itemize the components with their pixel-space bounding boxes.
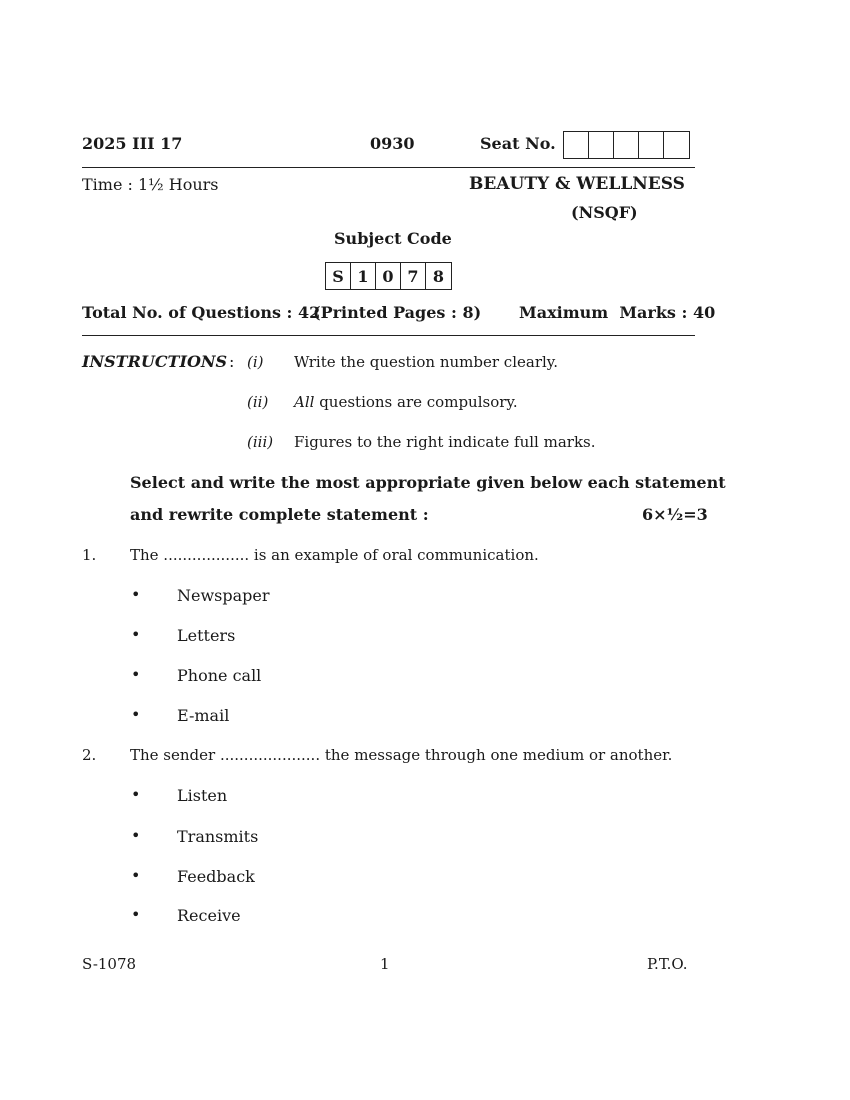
option-item: Transmits (177, 827, 259, 846)
option-item: Newspaper (177, 586, 270, 605)
instructions-label: INSTRUCTIONS (82, 352, 228, 371)
instruction-text: Figures to the right indicate full marks. (294, 433, 596, 451)
seat-box[interactable] (639, 132, 664, 158)
subject-code-boxes (325, 262, 452, 290)
question-number: 2. (82, 746, 97, 764)
footer-page-number: 1 (380, 955, 390, 973)
seat-box[interactable] (614, 132, 639, 158)
option-item: Feedback (177, 867, 255, 886)
header-divider (82, 167, 695, 168)
seat-box[interactable] (664, 132, 689, 158)
subject-code-digit: 8 (432, 266, 445, 286)
seat-number-boxes[interactable] (563, 131, 690, 159)
paper-code: 0930 (370, 134, 415, 153)
subject-code-digit: S (326, 263, 351, 289)
seat-box[interactable] (564, 132, 589, 158)
subject-subtitle: (NSQF) (571, 203, 638, 222)
subject-title: BEAUTY & WELLNESS (469, 174, 685, 194)
instructions-divider (82, 335, 695, 336)
instruction-number: (ii) (247, 393, 269, 411)
section-heading-line2: and rewrite complete statement : (130, 505, 429, 524)
footer-code: S-1078 (82, 955, 137, 973)
subject-code-digit: 0 (376, 263, 401, 289)
option-item: Listen (177, 786, 228, 805)
instruction-number: (iii) (247, 433, 274, 451)
maximum-marks: Maximum Marks : 40 (519, 303, 716, 322)
total-questions: Total No. of Questions : 42 (82, 303, 321, 322)
question-text: The sender ..................... the message through one medium or another. (130, 746, 673, 764)
footer-pto: P.T.O. (647, 955, 688, 973)
bullet-icon: • (131, 785, 141, 804)
bullet-icon: • (131, 585, 141, 604)
option-item: E-mail (177, 706, 230, 725)
bullet-icon: • (131, 665, 141, 684)
question-number: 1. (82, 546, 97, 564)
bullet-icon: • (131, 905, 141, 924)
instruction-emphasis: All (294, 393, 315, 411)
instructions-colon: : (229, 352, 235, 371)
bullet-icon: • (131, 866, 141, 885)
instruction-text (294, 393, 518, 411)
exam-code: 2025 III 17 (82, 134, 183, 153)
seat-box[interactable] (589, 132, 614, 158)
section-marks: 6×½=3 (642, 505, 708, 524)
option-item: Phone call (177, 666, 262, 685)
bullet-icon: • (131, 826, 141, 845)
bullet-icon: • (131, 625, 141, 644)
subject-code-digit: 7 (401, 263, 426, 289)
option-item: Receive (177, 906, 241, 925)
bullet-icon: • (131, 705, 141, 724)
section-heading-line1: Select and write the most appropriate given below each statement (130, 473, 726, 492)
instruction-text: Write the question number clearly. (294, 353, 559, 371)
question-text: The .................. is an example of oral communication. (130, 546, 539, 564)
time-label: Time : 1½ Hours (82, 175, 219, 194)
instruction-number: (i) (247, 353, 264, 371)
printed-pages: (Printed Pages : 8) (313, 303, 482, 322)
instruction-text-rest: questions are compulsory. (314, 393, 518, 411)
subject-code-label: Subject Code (334, 229, 452, 248)
option-item: Letters (177, 626, 236, 645)
seat-label: Seat No. (480, 134, 556, 153)
subject-code-digit: 1 (351, 263, 376, 289)
